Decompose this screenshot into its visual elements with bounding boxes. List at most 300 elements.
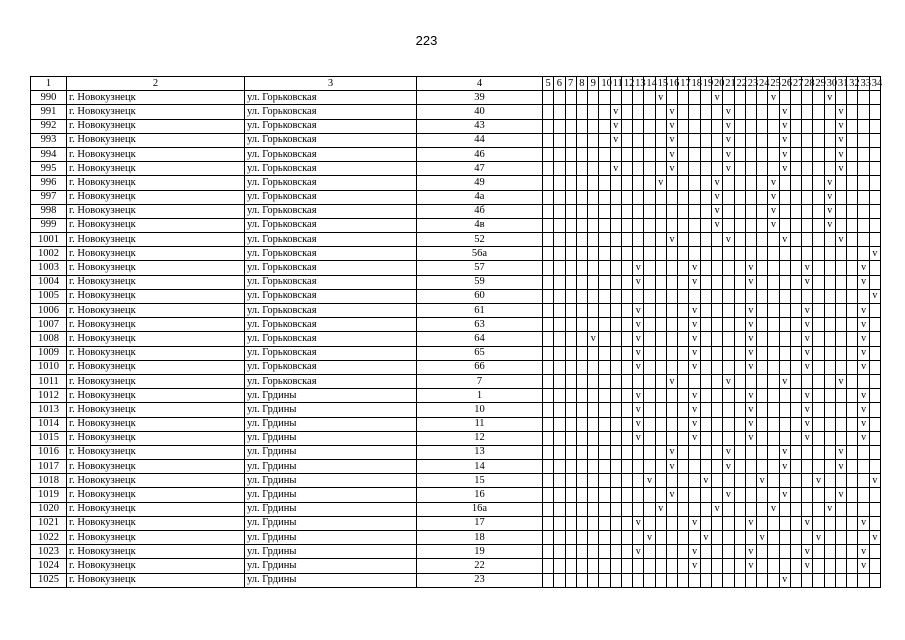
row-number-cell: 1015 — [31, 431, 67, 445]
street-cell: ул. Грдины — [245, 531, 417, 545]
empty-cell — [543, 218, 554, 232]
empty-cell — [858, 233, 869, 247]
empty-cell — [543, 502, 554, 516]
empty-cell — [869, 261, 880, 275]
empty-cell — [644, 275, 655, 289]
empty-cell — [576, 204, 587, 218]
empty-cell — [655, 559, 666, 573]
empty-cell — [565, 445, 576, 459]
empty-cell — [700, 91, 711, 105]
header-row — [31, 77, 881, 91]
empty-cell — [858, 445, 869, 459]
empty-cell — [813, 105, 824, 119]
table-row — [31, 233, 881, 247]
column-header-27: 27 — [790, 77, 801, 91]
empty-cell — [678, 417, 689, 431]
empty-cell — [700, 516, 711, 530]
table-row — [31, 162, 881, 176]
check-mark: v — [745, 332, 756, 346]
city-cell: г. Новокузнецк — [67, 318, 245, 332]
empty-cell — [745, 573, 756, 587]
check-mark: v — [610, 133, 621, 147]
empty-cell — [824, 488, 835, 502]
empty-cell — [700, 559, 711, 573]
empty-cell — [700, 346, 711, 360]
check-mark: v — [745, 275, 756, 289]
check-mark: v — [813, 531, 824, 545]
empty-cell — [711, 105, 722, 119]
empty-cell — [745, 105, 756, 119]
empty-cell — [610, 417, 621, 431]
empty-cell — [655, 190, 666, 204]
empty-cell — [678, 531, 689, 545]
empty-cell — [734, 119, 745, 133]
empty-cell — [599, 91, 610, 105]
row-number-cell: 990 — [31, 91, 67, 105]
empty-cell — [554, 516, 565, 530]
empty-cell — [599, 374, 610, 388]
empty-cell — [599, 474, 610, 488]
check-mark: v — [610, 119, 621, 133]
check-mark: v — [869, 247, 880, 261]
empty-cell — [847, 502, 858, 516]
empty-cell — [610, 502, 621, 516]
check-mark: v — [711, 218, 722, 232]
empty-cell — [835, 218, 846, 232]
empty-cell — [610, 474, 621, 488]
check-mark: v — [858, 332, 869, 346]
city-cell: г. Новокузнецк — [67, 133, 245, 147]
empty-cell — [655, 247, 666, 261]
empty-cell — [700, 119, 711, 133]
table-row — [31, 318, 881, 332]
empty-cell — [565, 460, 576, 474]
empty-cell — [644, 403, 655, 417]
empty-cell — [790, 261, 801, 275]
empty-cell — [554, 445, 565, 459]
empty-cell — [599, 176, 610, 190]
empty-cell — [869, 360, 880, 374]
empty-cell — [621, 488, 632, 502]
check-mark: v — [610, 162, 621, 176]
empty-cell — [678, 573, 689, 587]
check-mark: v — [666, 233, 677, 247]
empty-cell — [757, 147, 768, 161]
check-mark: v — [802, 304, 813, 318]
empty-cell — [790, 346, 801, 360]
empty-cell — [565, 360, 576, 374]
empty-cell — [835, 516, 846, 530]
empty-cell — [543, 360, 554, 374]
city-cell: г. Новокузнецк — [67, 204, 245, 218]
check-mark: v — [655, 502, 666, 516]
row-number-cell: 1004 — [31, 275, 67, 289]
empty-cell — [723, 516, 734, 530]
empty-cell — [621, 445, 632, 459]
empty-cell — [847, 389, 858, 403]
house-number-cell: 63 — [417, 318, 543, 332]
house-number-cell: 61 — [417, 304, 543, 318]
empty-cell — [745, 91, 756, 105]
empty-cell — [858, 119, 869, 133]
empty-cell — [757, 360, 768, 374]
empty-cell — [734, 516, 745, 530]
empty-cell — [802, 531, 813, 545]
empty-cell — [847, 559, 858, 573]
empty-cell — [779, 247, 790, 261]
empty-cell — [554, 162, 565, 176]
empty-cell — [790, 218, 801, 232]
empty-cell — [858, 460, 869, 474]
empty-cell — [813, 445, 824, 459]
empty-cell — [790, 133, 801, 147]
row-number-cell: 1002 — [31, 247, 67, 261]
empty-cell — [554, 403, 565, 417]
empty-cell — [599, 346, 610, 360]
empty-cell — [768, 147, 779, 161]
column-header-4: 4 — [417, 77, 543, 91]
row-number-cell: 994 — [31, 147, 67, 161]
empty-cell — [588, 474, 599, 488]
empty-cell — [588, 176, 599, 190]
empty-cell — [633, 147, 644, 161]
empty-cell — [858, 91, 869, 105]
empty-cell — [655, 488, 666, 502]
empty-cell — [543, 460, 554, 474]
empty-cell — [655, 162, 666, 176]
check-mark: v — [858, 431, 869, 445]
empty-cell — [779, 389, 790, 403]
city-cell: г. Новокузнецк — [67, 516, 245, 530]
empty-cell — [723, 389, 734, 403]
check-mark: v — [779, 105, 790, 119]
empty-cell — [655, 531, 666, 545]
empty-cell — [768, 531, 779, 545]
empty-cell — [813, 502, 824, 516]
check-mark: v — [666, 133, 677, 147]
empty-cell — [644, 261, 655, 275]
empty-cell — [543, 346, 554, 360]
empty-cell — [576, 403, 587, 417]
check-mark: v — [745, 559, 756, 573]
empty-cell — [700, 431, 711, 445]
empty-cell — [565, 162, 576, 176]
empty-cell — [847, 147, 858, 161]
empty-cell — [621, 204, 632, 218]
empty-cell — [711, 289, 722, 303]
check-mark: v — [824, 502, 835, 516]
empty-cell — [576, 516, 587, 530]
empty-cell — [768, 559, 779, 573]
empty-cell — [869, 573, 880, 587]
empty-cell — [768, 233, 779, 247]
empty-cell — [779, 516, 790, 530]
empty-cell — [543, 261, 554, 275]
check-mark: v — [779, 374, 790, 388]
empty-cell — [576, 233, 587, 247]
empty-cell — [689, 531, 700, 545]
empty-cell — [723, 247, 734, 261]
check-mark: v — [666, 119, 677, 133]
empty-cell — [576, 460, 587, 474]
empty-cell — [621, 531, 632, 545]
column-header-20: 20 — [711, 77, 722, 91]
empty-cell — [723, 431, 734, 445]
empty-cell — [723, 218, 734, 232]
check-mark: v — [858, 545, 869, 559]
empty-cell — [621, 162, 632, 176]
row-number-cell: 1019 — [31, 488, 67, 502]
check-mark: v — [835, 105, 846, 119]
empty-cell — [610, 233, 621, 247]
empty-cell — [869, 218, 880, 232]
house-number-cell: 39 — [417, 91, 543, 105]
empty-cell — [768, 289, 779, 303]
empty-cell — [599, 417, 610, 431]
empty-cell — [599, 304, 610, 318]
empty-cell — [711, 474, 722, 488]
check-mark: v — [745, 346, 756, 360]
column-header-32: 32 — [847, 77, 858, 91]
empty-cell — [644, 460, 655, 474]
empty-cell — [802, 289, 813, 303]
empty-cell — [734, 162, 745, 176]
empty-cell — [588, 105, 599, 119]
column-header-6: 6 — [554, 77, 565, 91]
empty-cell — [802, 176, 813, 190]
empty-cell — [678, 318, 689, 332]
empty-cell — [858, 488, 869, 502]
empty-cell — [869, 318, 880, 332]
empty-cell — [621, 233, 632, 247]
empty-cell — [813, 573, 824, 587]
row-number-cell: 992 — [31, 119, 67, 133]
empty-cell — [588, 559, 599, 573]
empty-cell — [813, 346, 824, 360]
empty-cell — [790, 573, 801, 587]
column-header-25: 25 — [768, 77, 779, 91]
empty-cell — [779, 275, 790, 289]
empty-cell — [858, 162, 869, 176]
empty-cell — [633, 119, 644, 133]
empty-cell — [847, 119, 858, 133]
empty-cell — [554, 147, 565, 161]
empty-cell — [723, 502, 734, 516]
empty-cell — [621, 332, 632, 346]
empty-cell — [745, 289, 756, 303]
empty-cell — [869, 431, 880, 445]
empty-cell — [644, 332, 655, 346]
empty-cell — [745, 531, 756, 545]
city-cell: г. Новокузнецк — [67, 417, 245, 431]
row-number-cell: 1025 — [31, 573, 67, 587]
empty-cell — [824, 531, 835, 545]
empty-cell — [565, 233, 576, 247]
street-cell: ул. Горьковская — [245, 247, 417, 261]
city-cell: г. Новокузнецк — [67, 502, 245, 516]
empty-cell — [644, 133, 655, 147]
empty-cell — [779, 346, 790, 360]
empty-cell — [644, 431, 655, 445]
empty-cell — [768, 403, 779, 417]
table-row — [31, 119, 881, 133]
empty-cell — [678, 332, 689, 346]
check-mark: v — [802, 559, 813, 573]
table-row — [31, 360, 881, 374]
empty-cell — [565, 119, 576, 133]
empty-cell — [621, 190, 632, 204]
street-cell: ул. Грдины — [245, 488, 417, 502]
empty-cell — [813, 360, 824, 374]
check-mark: v — [711, 190, 722, 204]
empty-cell — [711, 318, 722, 332]
empty-cell — [588, 502, 599, 516]
check-mark: v — [723, 105, 734, 119]
empty-cell — [588, 318, 599, 332]
empty-cell — [858, 247, 869, 261]
empty-cell — [588, 431, 599, 445]
empty-cell — [655, 346, 666, 360]
empty-cell — [734, 474, 745, 488]
empty-cell — [757, 162, 768, 176]
empty-cell — [858, 502, 869, 516]
empty-cell — [599, 119, 610, 133]
empty-cell — [565, 531, 576, 545]
city-cell: г. Новокузнецк — [67, 162, 245, 176]
empty-cell — [621, 247, 632, 261]
column-header-34: 34 — [869, 77, 880, 91]
empty-cell — [711, 389, 722, 403]
empty-cell — [847, 218, 858, 232]
check-mark: v — [835, 162, 846, 176]
street-cell: ул. Горьковская — [245, 204, 417, 218]
empty-cell — [576, 176, 587, 190]
row-number-cell: 1006 — [31, 304, 67, 318]
empty-cell — [655, 474, 666, 488]
table-row — [31, 346, 881, 360]
house-number-cell: 43 — [417, 119, 543, 133]
empty-cell — [734, 431, 745, 445]
city-cell: г. Новокузнецк — [67, 147, 245, 161]
empty-cell — [599, 275, 610, 289]
empty-cell — [734, 374, 745, 388]
empty-cell — [700, 233, 711, 247]
empty-cell — [678, 119, 689, 133]
empty-cell — [734, 176, 745, 190]
empty-cell — [723, 289, 734, 303]
empty-cell — [678, 488, 689, 502]
empty-cell — [554, 360, 565, 374]
empty-cell — [745, 147, 756, 161]
empty-cell — [757, 545, 768, 559]
check-mark: v — [689, 389, 700, 403]
empty-cell — [633, 445, 644, 459]
row-number-cell: 996 — [31, 176, 67, 190]
empty-cell — [644, 105, 655, 119]
empty-cell — [543, 516, 554, 530]
check-mark: v — [689, 431, 700, 445]
empty-cell — [621, 261, 632, 275]
empty-cell — [678, 374, 689, 388]
column-header-30: 30 — [824, 77, 835, 91]
house-number-cell: 49 — [417, 176, 543, 190]
house-number-cell: 10 — [417, 403, 543, 417]
empty-cell — [745, 119, 756, 133]
empty-cell — [723, 360, 734, 374]
house-number-cell: 52 — [417, 233, 543, 247]
empty-cell — [599, 460, 610, 474]
empty-cell — [858, 374, 869, 388]
street-cell: ул. Горьковская — [245, 133, 417, 147]
empty-cell — [666, 502, 677, 516]
empty-cell — [768, 318, 779, 332]
empty-cell — [610, 445, 621, 459]
empty-cell — [610, 289, 621, 303]
table-row — [31, 332, 881, 346]
empty-cell — [711, 247, 722, 261]
empty-cell — [734, 531, 745, 545]
empty-cell — [689, 233, 700, 247]
empty-cell — [768, 431, 779, 445]
empty-cell — [835, 318, 846, 332]
empty-cell — [633, 91, 644, 105]
empty-cell — [678, 545, 689, 559]
empty-cell — [543, 133, 554, 147]
row-number-cell: 1024 — [31, 559, 67, 573]
empty-cell — [824, 247, 835, 261]
empty-cell — [543, 332, 554, 346]
empty-cell — [588, 147, 599, 161]
empty-cell — [543, 176, 554, 190]
column-header-2: 2 — [67, 77, 245, 91]
empty-cell — [644, 573, 655, 587]
house-number-cell: 4а — [417, 190, 543, 204]
empty-cell — [599, 545, 610, 559]
empty-cell — [543, 474, 554, 488]
street-cell: ул. Грдины — [245, 460, 417, 474]
check-mark: v — [858, 559, 869, 573]
empty-cell — [554, 176, 565, 190]
empty-cell — [779, 360, 790, 374]
empty-cell — [644, 445, 655, 459]
empty-cell — [824, 545, 835, 559]
empty-cell — [734, 417, 745, 431]
empty-cell — [734, 559, 745, 573]
empty-cell — [655, 233, 666, 247]
empty-cell — [576, 445, 587, 459]
table-row — [31, 105, 881, 119]
empty-cell — [689, 204, 700, 218]
empty-cell — [689, 133, 700, 147]
empty-cell — [734, 218, 745, 232]
empty-cell — [543, 119, 554, 133]
empty-cell — [835, 346, 846, 360]
empty-cell — [599, 502, 610, 516]
empty-cell — [768, 516, 779, 530]
empty-cell — [666, 176, 677, 190]
empty-cell — [644, 162, 655, 176]
empty-cell — [779, 176, 790, 190]
empty-cell — [790, 162, 801, 176]
house-number-cell: 65 — [417, 346, 543, 360]
empty-cell — [644, 417, 655, 431]
empty-cell — [824, 233, 835, 247]
empty-cell — [734, 105, 745, 119]
empty-cell — [689, 460, 700, 474]
empty-cell — [813, 190, 824, 204]
house-number-cell: 60 — [417, 289, 543, 303]
empty-cell — [599, 531, 610, 545]
